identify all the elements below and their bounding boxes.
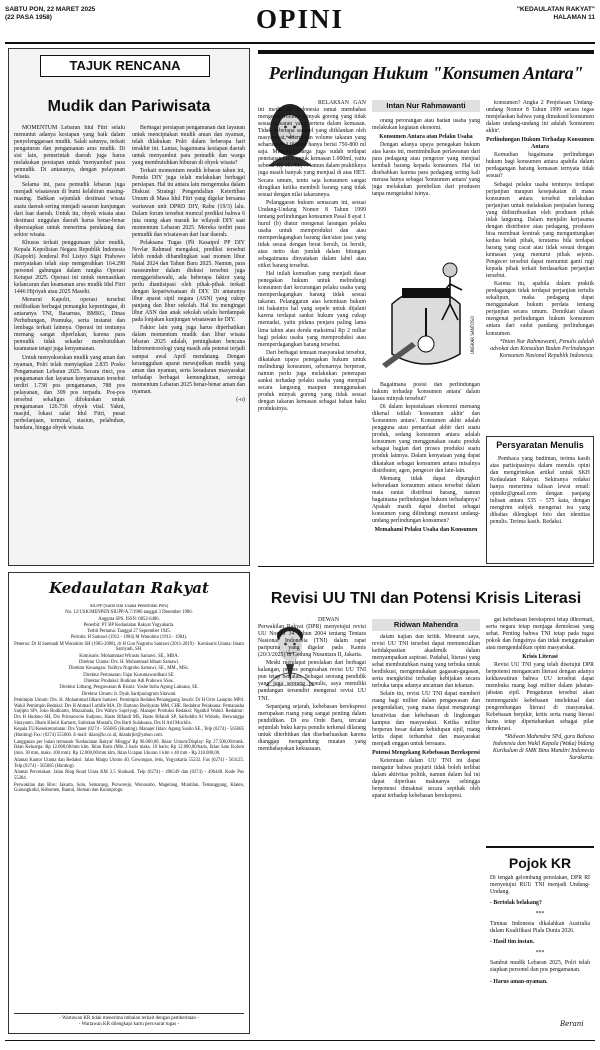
- pojok-separator: ***: [535, 950, 545, 957]
- article1-paragraph: Sebagai pelaku usaha tentunya terdapat perjanjian maupun kesepakatan di mana konsumen antara tersebut melakukan perjanjian untuk melakukan penjualan barang yang didistribusikan oleh produsen pihak tidak langsung. Dalam menjalin kerjasama dengan distributor atau pedagang, produsen bisa membuat kontrak yang menguntungkan kedua belah pihak, terutama bila terdapat barang yang cacat atau tidak sesuai dengan kemasan yang menurut pihak sejenis. Pengecer tersebut dapat menuntut ganti rugi kepada pihak terkait berdasarkan perjanjian tersebut.: [486, 181, 594, 280]
- tajuk-paragraph: Menurut Kapolri, operasi tersebut melibatkan berbagai pemangku kepentingan, di antaranya TNI, Basarnas, BMKG, Dinas Perhubungan, Pramuka, serta instansi dan lembaga terkait lainnya. Operasi ini tentunya memang sangat diperlukan, karena para pemudik tidak sekadar membutuhkan keamanan tetapi juga kenyamanan.: [14, 297, 125, 353]
- article1-paragraph: Dari berbagai temuan masyarakat tersebut, dikatakan upaya penegakan hukum untuk melindungi konsumen, sebenarnya berperan, namun perlu juga melakukan penerapan sanksi terhadap pelaku usaha yang menjual secara langsung maupun menggunakan produk minyak goreng yang tidak sesuai dengan takaran kemasan sebagai bahan baku produksinya.: [258, 349, 366, 413]
- article-divider: [258, 566, 594, 567]
- tajuk-end-mark: (-o): [236, 396, 245, 403]
- masthead-line: Direktur Litbang, Pengawasan & Bisnis: Yoshe Indra Agung Laksana, SE.: [59, 685, 199, 691]
- article2-paragraph: Revisi UU TNI yang telah disetujui DPR berpotensi mengancam literasi dengan adanya kekhawatiran bahwa UU tersebut dapat membuka ruang bagi militer dalam jabatan-jabatan sipil. Pengaturan tersebut akan memengaruhi kebebasan intelektual dan pengembangan literasi di masyarakat. Kebebasan berpikir, kritis serta ruang literasi harus tetap dipertahankan sebagai pilar demokrasi.: [486, 662, 594, 732]
- article2-paragraph: DEWAN Perwakilan Rakyat (DPR) menyetujui revisi UU Nomor 34 Tahun 2004 tentang Tentara Nasional Indonesia (TNI) dalam rapat paripurna yang digelar pada Kamis (20/3/2025) di Gedung Nusantara II, Jakarta.: [258, 617, 366, 659]
- article1-title: Perlindungan Hukum "Konsumen Antara": [268, 63, 584, 83]
- persyaratan-title: Persyaratan Menulis: [496, 440, 584, 450]
- masthead-line: Terbit Pertama: Tanggal 27 September 1945.: [87, 629, 171, 635]
- article1-subheading: Konsumen Antara atau Pelaku Usaha: [379, 134, 473, 141]
- pojok-item: Di tengah gelombang penolakan, DPR RI menyetujui RUU TNI menjadi Undang-Undang.: [490, 875, 590, 896]
- article1-column-2: [372, 118, 480, 240]
- article1-author-note: *Intan Nur Rahmawanti, Penulis adalah advokat dan Konsultan Badan Perlindungan Konsumen Nasional Republik Indonesia.: [490, 338, 594, 359]
- page-number: HALAMAN 11: [553, 14, 595, 21]
- article1-paragraph: Pelanggaran hukum semacam ini, sesuai Undang-Undang Nomor 8 Tahun 1999 tentang perlindungan konsumen Pasal 8 ayat 1 huruf (b) diatur mengenai larangan pelaku usaha untuk memproduksi dan atau memperdagangkan barang dan/atau jasa yang tidak sesuai dengan berat bersih, isi bersih, atau netto dan jumlah dalam hitungan sebagaimana dinyatakan dalam label atau etiket barang tersebut.: [258, 199, 366, 270]
- tajuk-rencana-label: TAJUK RENCANA: [40, 55, 210, 77]
- article2-subheading: Krisis Literasi: [522, 654, 558, 661]
- masthead-line: Direktur Umum: Ir. Dyah Sardjuningrum Sitawati.: [81, 691, 177, 697]
- article2-paragraph: Selain itu, revisi UU TNI dapat memberi ruang bagi militer dalam pengawasan dan pengendalian, yang mana dapat mengurangi kreativitas dan kebebasan di lingkungan kampus dan masyarakat. Ketika militer berperan besar dalam kehidupan sipil, ruang kritis dapat terhambat dan masyarakat menjadi enggan untuk bersuara.: [372, 691, 480, 747]
- masthead-paragraph: Alamat Kantor Utama dan Redaksi: Jalan Margo Utomo 40, Gowongan, Jetis, Yogyakarta 55232. Fax (0274) - 563125. Telp (0274) - 565685 (Hunting).: [14, 757, 244, 769]
- masthead-logo: Kedaulatan Rakyat: [49, 579, 209, 597]
- date-line-2: (22 PASA 1958): [5, 14, 52, 21]
- masthead-paragraph: Kepala TU/Kesekretariatan: Drs Yaner (0274 - 565685 (Hunting). Manajer Iklan: Agung Susilo SE., Telp (0274) - 565685 (Hunting) Fax: (0274) 555660. E-mail: iklan@kr.co.id, iklankrjkt@yahoo.com.: [14, 727, 244, 739]
- tajuk-column-2: [132, 125, 245, 563]
- masthead-line: Direktur Keuangan: Yuditya Nugroho Samawi, SE., MM., MSc.: [68, 666, 190, 672]
- masthead-paragraph: Pemimpin Umum: Drs. H. Mohammad Idham Samawi. Pemimpin Redaksi/Penanggung Jawab: Dr H Octo Lampito MPd. Wakil Pemimpin Redaksi: Drs H Ahmad Luthfie MA, Dr Hartono Budiyanto MM, CHE. Redaktur Pelaksana: Pemanasha Sutjipto SPt, Joko Budhiarto, Muzzahada, Drs Wahyu Supriyogi. Manajer Produksi Redaksi: Ngatikil Wahid. Redaktur: Drs H Hudono SH, Drs Primaswolo Sudjono, Hasto Rifandi MS, Hasto Rifandi SP, Saifuddin Al Widodo, Herwangga Sinayanto, Ilham Khoiri Kartarst, Subiskan Mustafa, Drs Barti Sulaksana, Drs H Arif Muchlis.: [14, 697, 244, 726]
- pojok-separator: ***: [535, 911, 545, 918]
- article1-subheading: Perlindungan Hukum Terhadap Konsumen Antara: [486, 137, 594, 151]
- article2-paragraph: Ketentuan dalam UU TNI ini dapat mengatur bahwa prajurit tidak boleh terlibat dalam aktivitas politik, namun dalam hal ini dapat diperluas maknanya sehingga berpotensi dimaknai secara sepihak oleh aparat terhadap kebebasan berekspresi.: [372, 757, 480, 800]
- paper-name: "KEDAULATAN RAKYAT": [516, 6, 595, 13]
- tajuk-paragraph: Selama ini, para pemudik lebaran juga menjadi wisatawan di bumi kelahiran masing-masing. Bahkan sejumlah destinasi wisata suatu daerah sering menjadi sasaran kunjungan dari luar daerah. Untuk itu, obyek wisata atau destinasi unggulan daerah harus benar-benar dipersiapkan untuk menerima pendatang dan sektor wisata.: [14, 182, 125, 238]
- pojok-reply: - Harus aman-nyaman.: [490, 978, 548, 985]
- article1-column-3: [486, 100, 594, 430]
- masthead-line: Komisaris: Mohammad Wirasto Samawi, SE., MBA.: [79, 653, 179, 659]
- date-line-1: SABTU PON, 22 MARET 2025: [5, 6, 96, 13]
- article1-paragraph: RELAKSAN GAN ini media di Indonesia ramai membahas mengenai volume minyak goreng yang tidak sesuai takaran yang tertera dalam kemasan. Tidak beberapa sampel yang diiklankan oleh masyarakat, ditemukan volume takaran yang seharusnya 1.000 ml hanya berisi 750-800 ml saja. Menemui harga juga sudah terdapat penetapan HET untuk kemasan 1.000ml, yaitu sebesar Rp 15.700,-. Namun dalam praktiknya juga masih banyak yang menjual di atas HET. Secara umum, tentu saja konsumen sangat dirugikan ketika membeli barang yang tidak sesuai dengan nilai takarannya.: [258, 100, 366, 198]
- article1-column-1: [258, 100, 366, 562]
- page-header: [5, 4, 595, 44]
- masthead-line: Direktur Produksi: Budiono Adi Prabowo SSos.: [84, 678, 174, 684]
- article1-paragraph: Bagaimana posisi dan perlindungan hukum terhadap 'konsumen antara' dalam kasus minyak tersebut?: [372, 382, 480, 403]
- article1-paragraph: Memang tidak dapat dipungkiri keberadaan konsumen antara tersebut dalam mata rantai distribusi barang, namun bagaimana perlindungan hukum terhadapnya? Apakah masih dapat disebut sebagai konsumen yang dilindungi menurut undang-undang perlindungan konsumen?: [372, 475, 480, 524]
- pojok-reply: - Bertolak belakang?: [490, 900, 542, 907]
- article-divider: [258, 50, 594, 54]
- article1-subheading: Memahami Pelaku Usaha dan Konsumen: [374, 526, 478, 533]
- article2-paragraph: Meski mendapat penolakan dari berbagai kalangan, proses pengesahan revisi UU TNI pun tetap berjalan. Sebagai seorang pendidik yang juga seorang penulis, saya memiliki pandangan tersendiri mengenai revisi UU TNI.: [258, 660, 366, 702]
- masthead-line: No. 12/1/SK/MENPEN/SIUPP/A.7/1986 tanggal 3 Desember 1986.: [65, 610, 193, 616]
- persyaratan-body: [490, 456, 590, 562]
- masthead-line: Anggota SPS. ISSN: 0852-6486.: [98, 616, 160, 622]
- tajuk-paragraph: Faktor lain yang juga harus diperhatikan dalam momentum mudik dan libur wisata lebaran 2025 adalah, peningkatan bencana hidrometeorologi yang masih ada potensi terjadi sampai awal April mendatang. Dengan kesungguhan aparat mewujudkan mudik yang aman dan nyaman, serta kesadaran masyarakat terhadap berbagai kemungkinan, semoga momentum Lebaran 2025 benar-benar aman dan nyaman.: [132, 325, 245, 395]
- tajuk-paragraph: Berbagai persiapan pengamanan dan layanan untuk menciptakan mudik aman dan nyaman, telah dilakukan Polri dalam beberapa hari terakhir ini. Lantas, bagaimana kesiapan daerah untuk menyambut para pemudik dan warga yang membutuhkan hiburan di obyek wisata?: [132, 125, 245, 167]
- article2-column-2: [372, 634, 480, 1027]
- cartoon-illustration: [372, 244, 480, 380]
- article2-title: Revisi UU TNI dan Potensi Krisis Literasi: [270, 590, 582, 607]
- tajuk-paragraph: Khusus terkait penggunaan jalur mudik, Kepala Kepolisian Negara Republik Indonesia (Kapolri) Jenderal Pol Listyo Sigit Prabowo menyatakan telah siap mengerahkan 164.298 personel gabungan dalam rangka Operasi Ketupat 2025. Operasi ini untuk memastikan kelancaran dan keamanan arus mudik Idul Fitri 1446 Hijriyah atau 2025 Masehi.: [14, 239, 125, 296]
- article1-paragraph: Kemudian bagaimana perlindungan hukum bagi konsumen antara apabila dalam perdagangan barang kemasan ternyata tidak sesuai?: [486, 152, 594, 180]
- article2-paragraph: Sepanjang sejarah, kebebasan berekspresi merupakan ruang yang sangat penting dalam pendidikan. Di era Orde Baru, tercatat sejumlah buku karya penulis terkenal dilarang untuk diterbitkan dan disebarluaskan karena dianggap mengandung muatan yang membahayakan kekuasaan.: [258, 703, 366, 752]
- article1-author: Intan Nur Rahmawanti: [372, 100, 480, 112]
- pojok-kr-body: [490, 875, 590, 1015]
- persyaratan-text: Pembaca yang budiman, terima kasih atas partisipasinya dalam menulis opini dan mengirimkan artikel untuk SKH Kedaulatan Rakyat. Sekiranya redaksi hanya menerima tulisan lewat email: opinikr@gmail.com dengan panjang tulisan antara 535 - 575 kata, dengan mengirim subjek mengenai isu yang dibahas dilengkapi foto dan identitas penulis. Terima kasih. Redaksi.: [490, 456, 590, 526]
- masthead-paragraph: Perwakilan dan Biro: Jakarta, Solo, Semarang, Purworejo, Wonosobo, Magelang, Muntilan, Temanggung, Klaten, Gunungkidul, Kebumen, Bantul, Sleman dan Kulonprogo.: [14, 782, 244, 794]
- article2-paragraph: dalam kajian dan kritik. Menurut saya, revisi UU TNI tersebut dapat memunculkan ketidakpastian akademik dalam menyampaikan aspirasi. Padahal, literasi yang sehat membutuhkan ruang yang terbuka untuk berdiskusi, mengemukakan gagasan-gagasan, serta mengkritisi terhadap kebijakan secara terbuka tanpa adanya ancaman dan tekanan.: [372, 634, 480, 690]
- masthead-footer: [14, 1013, 244, 1028]
- masthead-line: SIUPP (Surat Izin Usaha Penerbitan Pers): [89, 604, 169, 609]
- tajuk-paragraph: Terkait momentum mudik lebaran tahun ini, Pemda DIY juga telah melakukan berbagai persiapan. Hal itu antara lain mengemuka dalam Diskusi Strategi Pengendalian Ketertiban Umum di Masa Idul Fitri yang digelar bersama wartawan unit DPRD DIY, Rabu (19/3) lalu. Dalam forum tersebut muncul prediksi bahwa 6 juta orang akan masuk ke wilayah DIY saat momentum Lebaran 2025. Mereka terdiri para pemudik dan wisatawan dari luar daerah.: [132, 168, 245, 238]
- masthead-footer-line: - Wartawan KR dilengkapi kartu pers/surat tugas -: [78, 1022, 180, 1027]
- section-title: OPINI: [255, 4, 344, 34]
- article1-column-2b: [372, 382, 480, 562]
- article1-paragraph: orang perorangan atau badan usaha yang melakukan kegiatan ekonomi.: [372, 118, 480, 132]
- article1-paragraph: Dengan adanya upaya penegakan hukum atas kasus ini, memimbulkan perlawanan dari para pedagang atau pengecer yang menjual kembali barang kepada konsumen. Hal ini disebabkan karena para pedagang sering kali merasa hanya sebagai 'konsumen antara' yang juga melakukan pembelian dari produsen tanpa mengetahui isinya.: [372, 142, 480, 198]
- masthead-line: Perintis: H Samawi (1913 - 1984) M Wonohito (1912 - 1984).: [70, 635, 188, 641]
- tajuk-paragraph: Pelaksana Tugas (Plt Kasatpol PP DIY Novlar Rahmad mengakui, prediksi tersebut lebih rendah dibandingkan saat momen libur Natal 2024 dan Tahun Baru 2025. Namun, para narasumber dalam diskusi tersebut juga menggarisbawahi, ada beberapa faktor yang perlu diantisipasi oleh pihak-pihak terkait dengan kepariwisataan di DIY. Di antaranya libur aparat sipil negara (ASN) yang cukup panjang dan libur sekolah. Hal itu mengingat libur ASN dan anak sekolah selalu berdampak pada lonjakan kunjungan wisatawan ke DIY.: [132, 239, 245, 324]
- masthead-paragraph: Alamat Percetakan: Jalan Ring Road Utara KM 3.5 Sinduadi. Telp (0274) - 496549 dan (0274) - 496448. Kode Pos 55284.: [14, 770, 244, 781]
- tajuk-column-1: [14, 125, 125, 563]
- article2-column-1: [258, 617, 366, 1027]
- article1-paragraph: Karena itu, apabila dalam praktik perdagangan tidak terdapat perjanjian tertulis sekalipun, maka pedagang dapat menggunakan hukum perdata tentang perjanjian secara umum. Demikian ulasan mengenai perlindungan hukum konsumen antara dari sudut pandang perlindungan konsumen.: [486, 281, 594, 337]
- masthead-footer-line: - Wartawan KR tidak menerima imbalan terkait dengan pemberitaan -: [59, 1016, 199, 1021]
- masthead-line: Penerbit: PT BP Kedaulatan Rakyat Yogyakarta.: [83, 622, 175, 628]
- pojok-reply: - Hasil tim instan.: [490, 939, 535, 946]
- pojok-item: Sambut mudik Lebaran 2025, Polri telah siapkan personel dan pos pengamanan.: [490, 960, 590, 974]
- masthead-line: Penerus: Dr H Soemadi M Wonohito SH (1985-2008), dr H Gun Nugroho Samawi (2011-2019) · Komisaris Utama: Imam Satriyadi, SH.: [14, 641, 244, 653]
- tajuk-title: Mudik dan Pariwisata: [47, 98, 211, 115]
- article2-paragraph: gat kebebasan berekspresi tetap dihormati, serta negara tetap menjaga demokrasi yang sehat. Penting bahwa TNI tetap pada tugas pokok dan fungsinya dan tidak menggunakan atau mengendalikan opini masyarakat.: [486, 617, 594, 652]
- masthead-line: Direktur Pemasaran: Fajar Kusumawardhani SE.: [83, 672, 175, 678]
- pojok-item: Timnas Indonesia dikalahkan Australia dalam Kualifikasi Piala Dunia 2026.: [490, 921, 590, 935]
- pojok-signature: Berani: [560, 1020, 584, 1028]
- article2-author: Ridwan Mahendra: [372, 619, 480, 631]
- tajuk-paragraph: MOMENTUM Lebaran Idul Fitri selalu menuntut adanya kesiapan yang baik dalam penyelenggaraan mudik. Salah satunya, terkait pengaturan dan pengamanan arus mudik. Di sisi lain, pemerintah daerah juga harus melakukan persiapan untuk 'menyambut' para pemudik. Di antaranya, dengan pelayanan wisata.: [14, 125, 125, 181]
- article1-paragraph: konsumen? Angka 2 Penjelasan Undang-undang Nomor 8 Tahun 1999 secara tegas menjelaskan bahwa yang dimaksud konsumen dalam undang-undang ini adalah 'konsumen akhir'.: [486, 100, 594, 135]
- article1-paragraph: Di dalam kepustakaan ekonomi memang dikenal istilah 'konsumen akhir' dan 'konsumen antara'. Konsumen akhir adalah pengguna atau pemanfaat akhir dari suatu produk, sedang konsumen antara adalah konsumen yang menggunakan suatu produk sebagai bagian dari proses produksi suatu produk lainnya. Dalam kenyataan yang dapat dikatakan sebagai konsumen antara misalnya distributor, agen, pengecer dan lain-lain.: [372, 404, 480, 474]
- cartoon-signature: UNGKAR SANTOSO: [470, 316, 475, 354]
- paper-info: [517, 6, 595, 22]
- tajuk-paragraph: Untuk menyukseskan mudik yang aman dan nyaman, Polri telah menyiapkan 2.835 Posko Pengamanan Lebaran 2025. Secara rinci, pos pengamanan dan layanan kenyamanan tersebut terdiri 1.738 pos pengamanan, 788 pos pelayanan, dan 309 pos terpadu. Pos-pos tersebut sekaligus difokuskan untuk pengamanan 126.736 obyek vital. Yakni, masjid, lokasi salat Idul Fitri, pusat perbelanjaan, terminal, stasiun, pelabuhan, bandara, hingga obyek wisata.: [14, 354, 125, 431]
- article2-subheading: Potensi Mengekang Kebebasan Berekspresi: [372, 749, 480, 756]
- article2-author-note: *Ridwan Mahendra SPd, guru Bahasa Indonesia dan Wakil Kepala (Waka) bidang Kurikulum di SMK Bina Mandiri Indonesia Surakarta.: [492, 733, 594, 761]
- article1-paragraph: Hal inilah kemudian yang menjadi dasar penegakan hukum untuk melindungi konsumen dari kecurangan pelaku usaha yang memperdagangkan barang tidak sesuai takaran. Pelanggaran atas ketentuan hukum ini bakatnya hal yang sepele untuk dijalani karena terdapat sanksi hukum yang cukup memadai, yaitu pidana penjara paling lama lima tahun atau denda maksimal Rp 2 miliar bagi pelaku usaha yang memproduksi atau memperdagangkan barang tersebut.: [258, 271, 366, 348]
- article2-column-3: [486, 617, 594, 845]
- masthead-body: [14, 604, 244, 1004]
- masthead-line: Direktur Utama: Drs. H. Mohammad Idham Samawi.: [78, 660, 180, 666]
- page-bottom-rule: [5, 1040, 595, 1041]
- pojok-kr-title: Pojok KR: [508, 855, 572, 871]
- masthead-paragraph: Langganan per bulan termasuk 'Kedaulatan Rakyat' Minggu' Rp 96.000,00. Iklan: Umum/Display: Rp 27.500,00/mmk. Iklan Keluarga: Rp 12.000,00/mm klm. Iklan Baris (Min 2 baris maks. 10 baris; Rp 12.000,00/baris, Iklan Satu Kolom (min. 30 mm, maks. 100 mm): Rp 12.000,00/mm klm, Iklan Ucapan Ukuran 1 klm x 40 mm - Rp 210.000,00.: [14, 739, 244, 757]
